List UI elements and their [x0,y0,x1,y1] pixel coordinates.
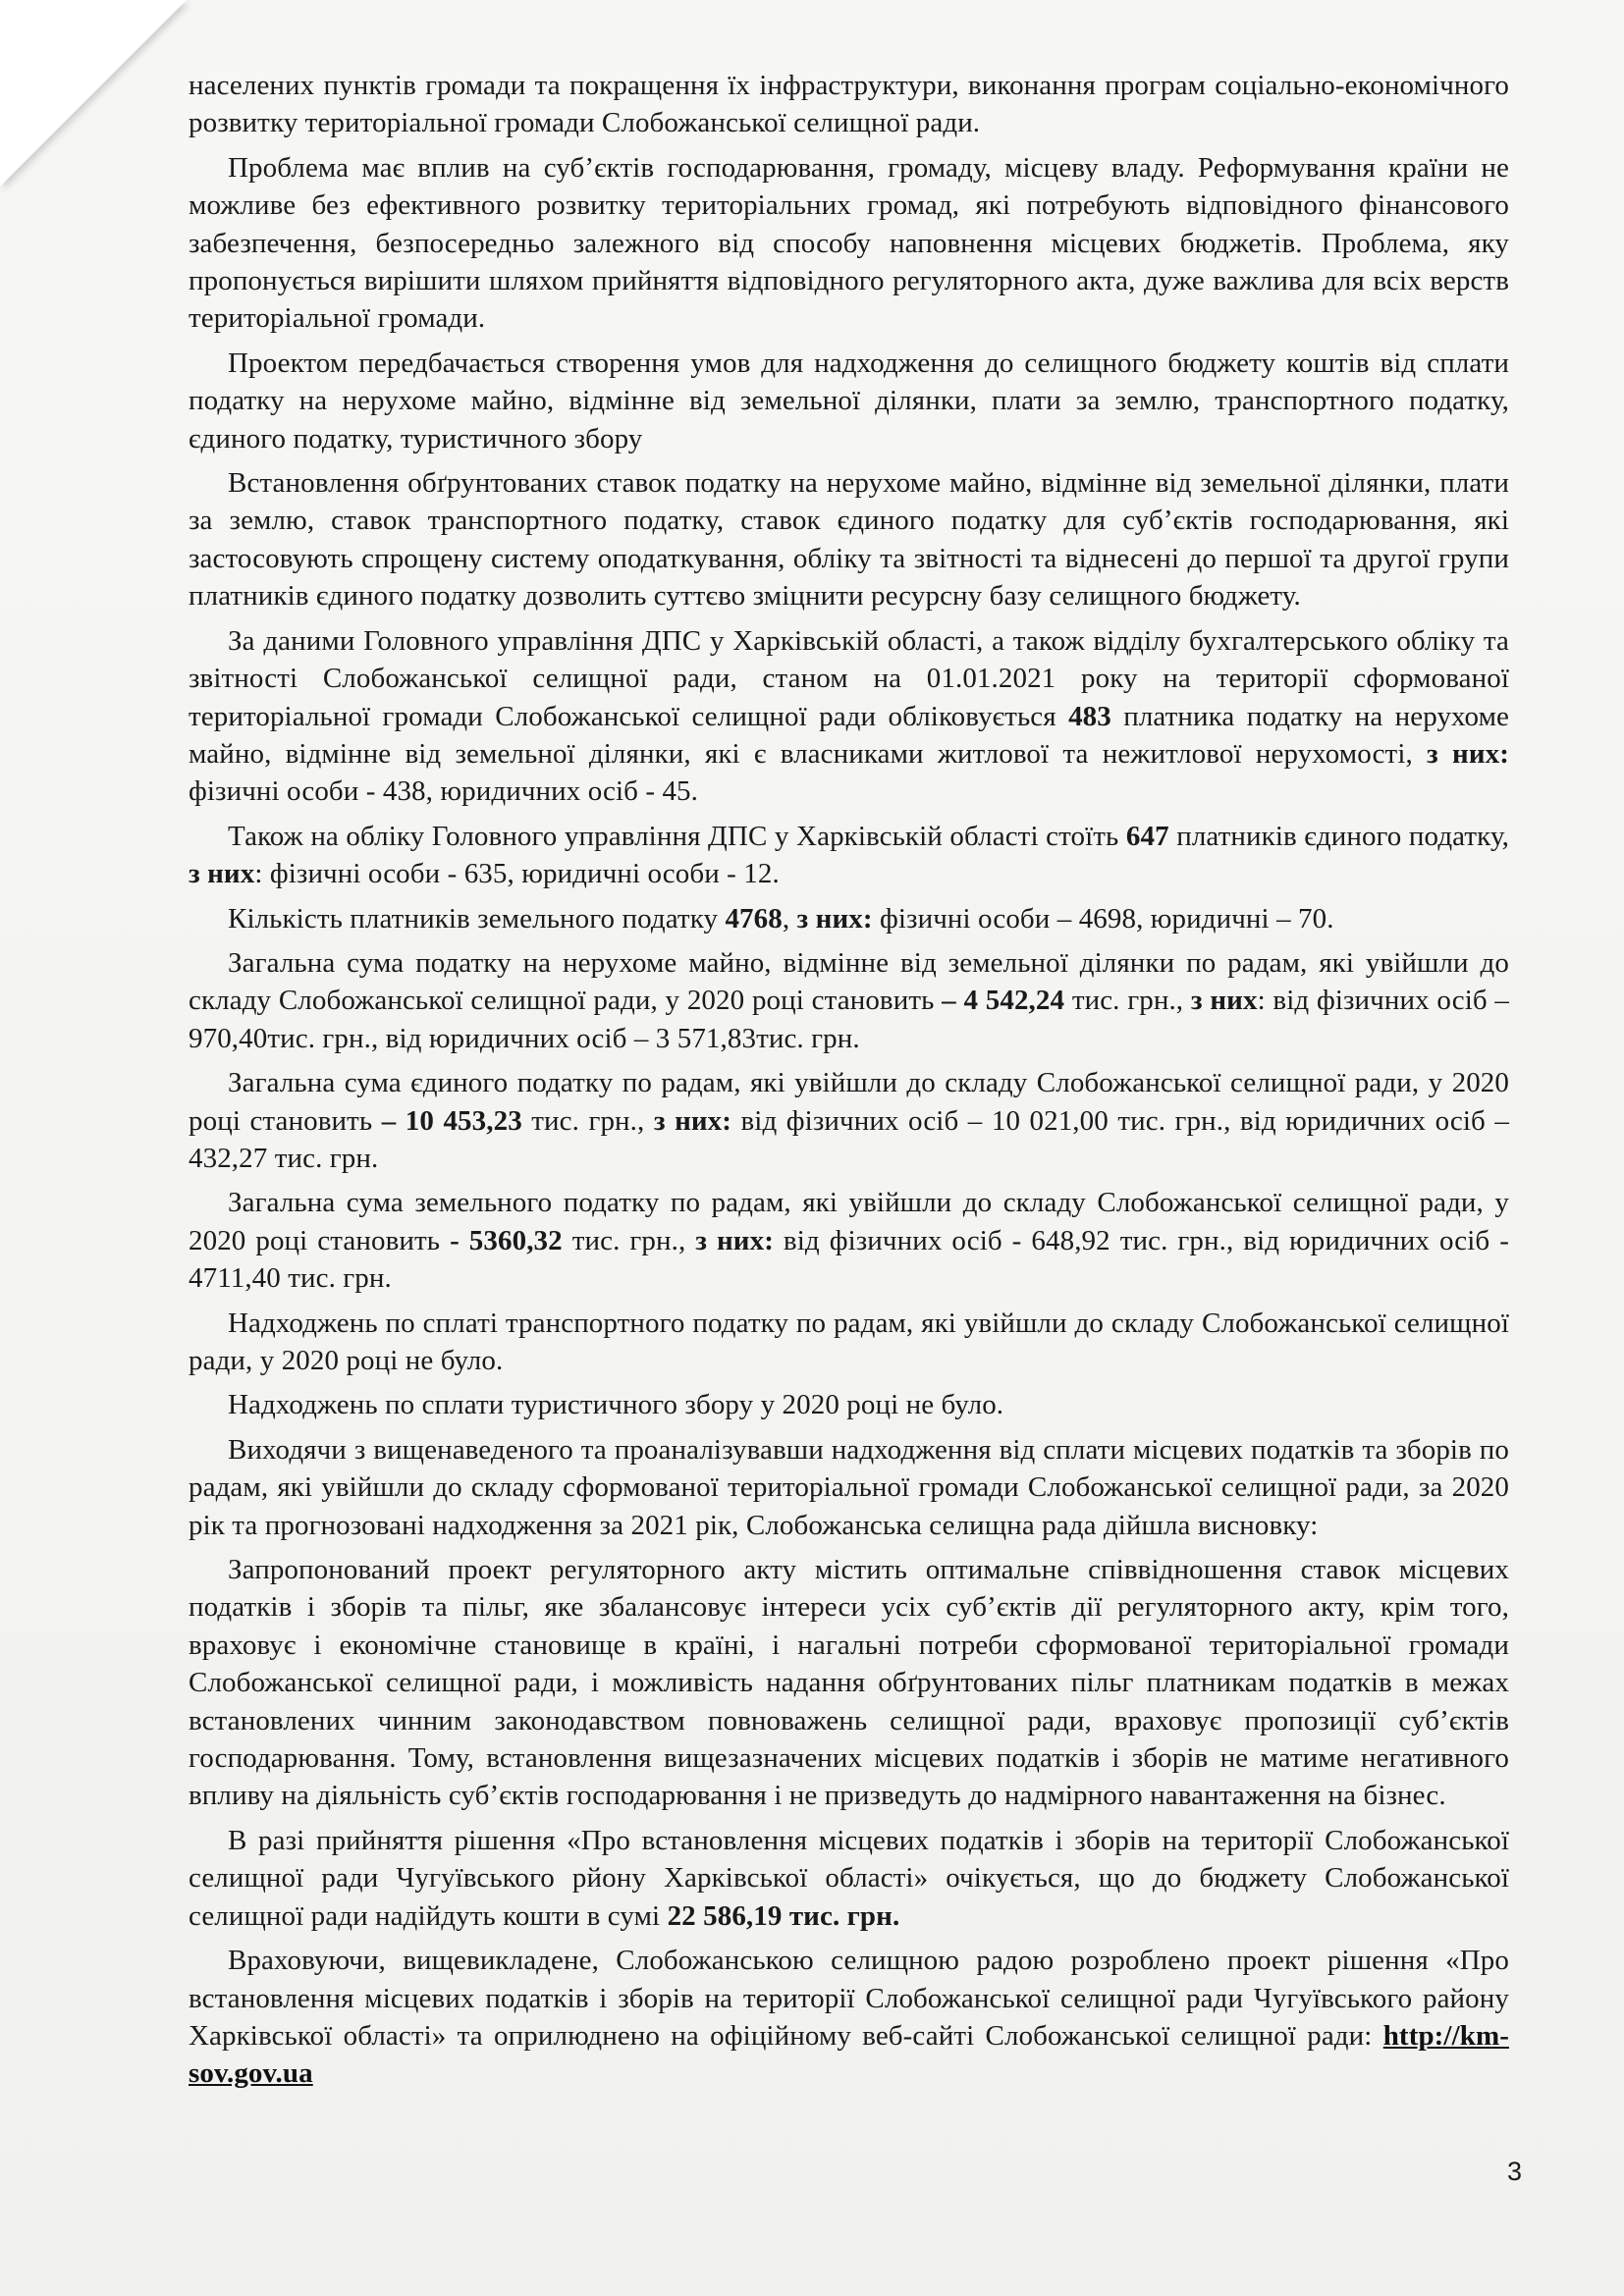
paragraph-9: Загальна сума єдиного податку по радам, які увійшли до складу Слобожанської селищної ради, у 2020 році становить – 10 453,23 тис. грн., з них: від фізичних осіб – 10 021,00 тис. грн., від юридичних осіб – 432,27 тис. грн. [189,1067,1509,1174]
paragraph-3: Проектом передбачається створення умов для надходження до селищного бюджету коштів від сплати податку на нерухоме майно, відмінне від земельної ділянки, плати за землю, транспортного податку, єдиного податку, туристичного збору [189,347,1509,454]
paragraph-15: В разі прийняття рішення «Про встановлення місцевих податків і зборів на території Слобожанської селищної ради Чугуївського рйону Харківської області» очікується, що до бюджету Слобожанської селищної ради надійдуть кошти в сумі 22 586,19 тис. грн. [189,1824,1509,1932]
paragraph-2: Проблема має вплив на суб’єктів господарювання, громаду, місцеву владу. Реформування країни не можливе без ефективного розвитку територіальних громад, які потребують відповідного фінансового забезпечення, безпосередньо залежного від способу наповнення місцевих бюджетів. Проблема, яку пропонується вирішити шляхом прийняття відповідного регуляторного акта, дуже важлива для всіх верств територіальної громади. [189,151,1509,335]
paragraph-8: Загальна сума податку на нерухоме майно, відмінне від земельної ділянки по радам, які увійшли до складу Слобожанської селищної ради, у 2020 році становить – 4 542,24 тис. грн., з них: від фізичних осіб – 970,40тис. грн., від юридичних осіб – 3 571,83тис. грн. [189,946,1510,1054]
paragraph-12: Надходжень по сплати туристичного збору у 2020 році не було. [228,1389,1004,1421]
paragraph-1: населених пунктів громади та покращення їх інфраструктури, виконання програм соціально-економічного розвитку територіальної громади Слобожанської селищної ради. [189,70,1509,139]
paragraph-4: Встановлення обґрунтованих ставок податку на нерухоме майно, відмінне від земельної ділянки, плати за землю, ставок транспортного податку, ставок єдиного податку для суб’єктів господарювання, які застосовують спрощену систему оподаткування, обліку та звітності та віднесені до першої та другої групи платників єдиного податку дозволить суттєво зміцнити ресурсну базу селищного бюджету. [189,467,1509,613]
paragraph-14: Запропонований проект регуляторного акту містить оптимальне співвідношення ставок місцевих податків і зборів та пільг, яке збалансовує інтереси усіх суб’єктів дії регуляторного акту, крім того, враховує і економічне становище в країні, і нагальні потреби сформованої територіальної громади Слобожанської селищної ради, і можливість надання обґрунтованих пільг платникам податків в межах встановлених чинним законодавством повноважень селищної ради, враховує пропозиції суб’єктів господарювання. Тому, встановлення вищезазначених місцевих податків і зборів не матиме негативного впливу на діяльність суб’єктів господарювання і не призведуть до надмірного навантаження на бізнес. [189,1554,1509,1812]
paragraph-16: Враховуючи, вищевикладене, Слобожанською селищною радою розроблено проект рішення «Про встановлення місцевих податків і зборів на території Слобожанської селищної ради Чугуївського району Харківської області» та оприлюднено на офіційному веб-сайті Слобожанської селищної ради: http://km-sov.gov.ua [189,1945,1509,2090]
paragraph-7: Кількість платників земельного податку 4768, з них: фізичні особи – 4698, юридичні – 70. [228,902,1334,934]
folded-corner [0,0,187,187]
document-body [189,67,1509,2100]
page-number: 3 [1506,2157,1522,2186]
paragraph-13: Виходячи з вищенаведеного та проаналізувавши надходження від сплати місцевих податків та зборів по радам, які увійшли до складу сформованої територіальної громади Слобожанської селищної ради, за 2020 рік та прогнозовані надходження за 2021 рік, Слобожанська селищна рада дійшла висновку: [189,1433,1509,1541]
paragraph-6: Також на обліку Головного управління ДПС у Харківській області стоїть 647 платників єдиного податку, з них: фізичні особи - 635, юридичні особи - 12. [189,820,1509,890]
paragraph-5: За даними Головного управління ДПС у Харківській області, а також відділу бухгалтерського обліку та звітності Слобожанської селищної ради, станом на 01.01.2021 року на території сформованої територіальної громади Слобожанської селищної ради обліковується 483 платника податку на нерухоме майно, відмінне від земельної ділянки, які є власниками житлової та нежитлової нерухомості, з них: фізичні особи - 438, юридичних осіб - 45. [189,624,1510,808]
website-link[interactable]: http://km-sov.gov.ua [189,2019,1509,2090]
paragraph-10: Загальна сума земельного податку по радам, які увійшли до складу Слобожанської селищної ради, у 2020 році становить - 5360,32 тис. грн., з них: від фізичних осіб - 648,92 тис. грн., від юридичних осіб - 4711,40 тис. грн. [189,1187,1509,1295]
paragraph-11: Надходжень по сплаті транспортного податку по радам, які увійшли до складу Слобожанської селищної ради, у 2020 році не було. [189,1307,1509,1376]
